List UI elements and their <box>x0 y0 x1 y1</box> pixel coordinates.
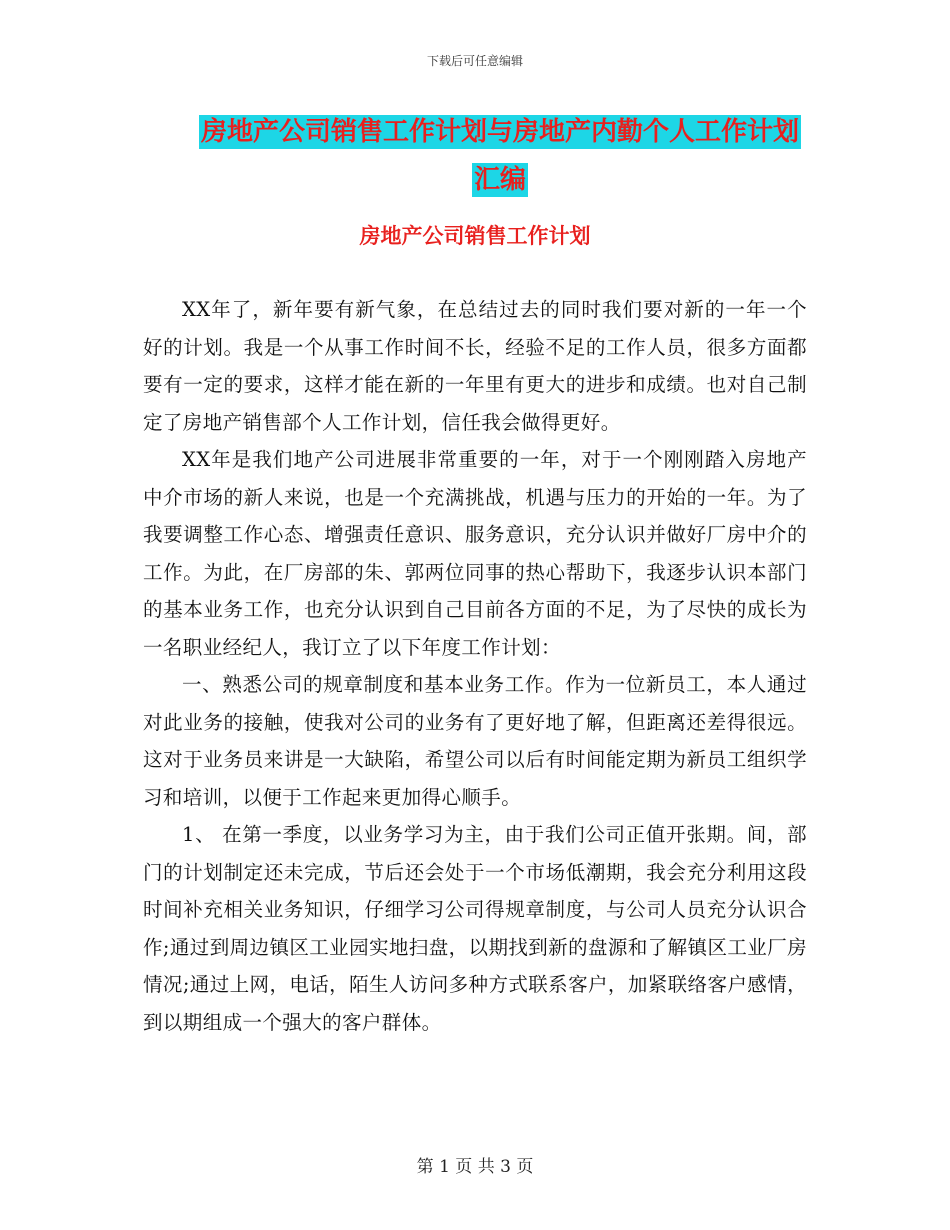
paragraph: 1、 在第一季度，以业务学习为主，由于我们公司正值开张期。间，部门的计划制定还未完成，节后还会处于一个市场低潮期，我会充分利用这段时间补充相关业务知识，仔细学习公司得规章制度，与公司人员充分认识合作;通过到周边镇区工业园实地扫盘，以期找到新的盘源和了解镇区工业厂房情况;通过上网，电话，陌生人访问多种方式联系客户，加紧联络客户感情，到以期组成一个强大的客户群体。 <box>143 823 807 1034</box>
paragraph: XX年是我们地产公司进展非常重要的一年，对于一个刚刚踏入房地产中介市场的新人来说，也是一个充满挑战，机遇与压力的开始的一年。为了我要调整工作心态、增强责任意识、服务意识，充分认识并做好厂房中介的工作。为此，在厂房部的朱、郭两位同事的热心帮助下，我逐步认识本部门的基本业务工作，也充分认识到自己目前各方面的不足，为了尽快的成长为一名职业经纪人，我订立了以下年度工作计划： <box>143 448 807 659</box>
body-text <box>143 291 807 1041</box>
section-title: 房地产公司销售工作计划 <box>359 224 591 248</box>
paragraph: XX年了，新年要有新气象，在总结过去的同时我们要对新的一年一个好的计划。我是一个从事工作时间不长，经验不足的工作人员，很多方面都要有一定的要求，这样才能在新的一年里有更大的进步和成绩。也对自己制定了房地产销售部个人工作计划，信任我会做得更好。 <box>143 298 807 434</box>
paragraph: 一、熟悉公司的规章制度和基本业务工作。作为一位新员工，本人通过对此业务的接触，使我对公司的业务有了更好地了解，但距离还差得很远。这对于业务员来讲是一大缺陷，希望公司以后有时间能定期为新员工组织学习和培训，以便于工作起来更加得心顺手。 <box>143 673 807 809</box>
document-title <box>190 108 810 204</box>
document-title-text: 房地产公司销售工作计划与房地产内勤个人工作计划汇编 <box>200 117 799 195</box>
page-number: 第 1 页 共 3 页 <box>416 1157 534 1177</box>
page-header-note: 下载后可任意编辑 <box>426 54 523 68</box>
